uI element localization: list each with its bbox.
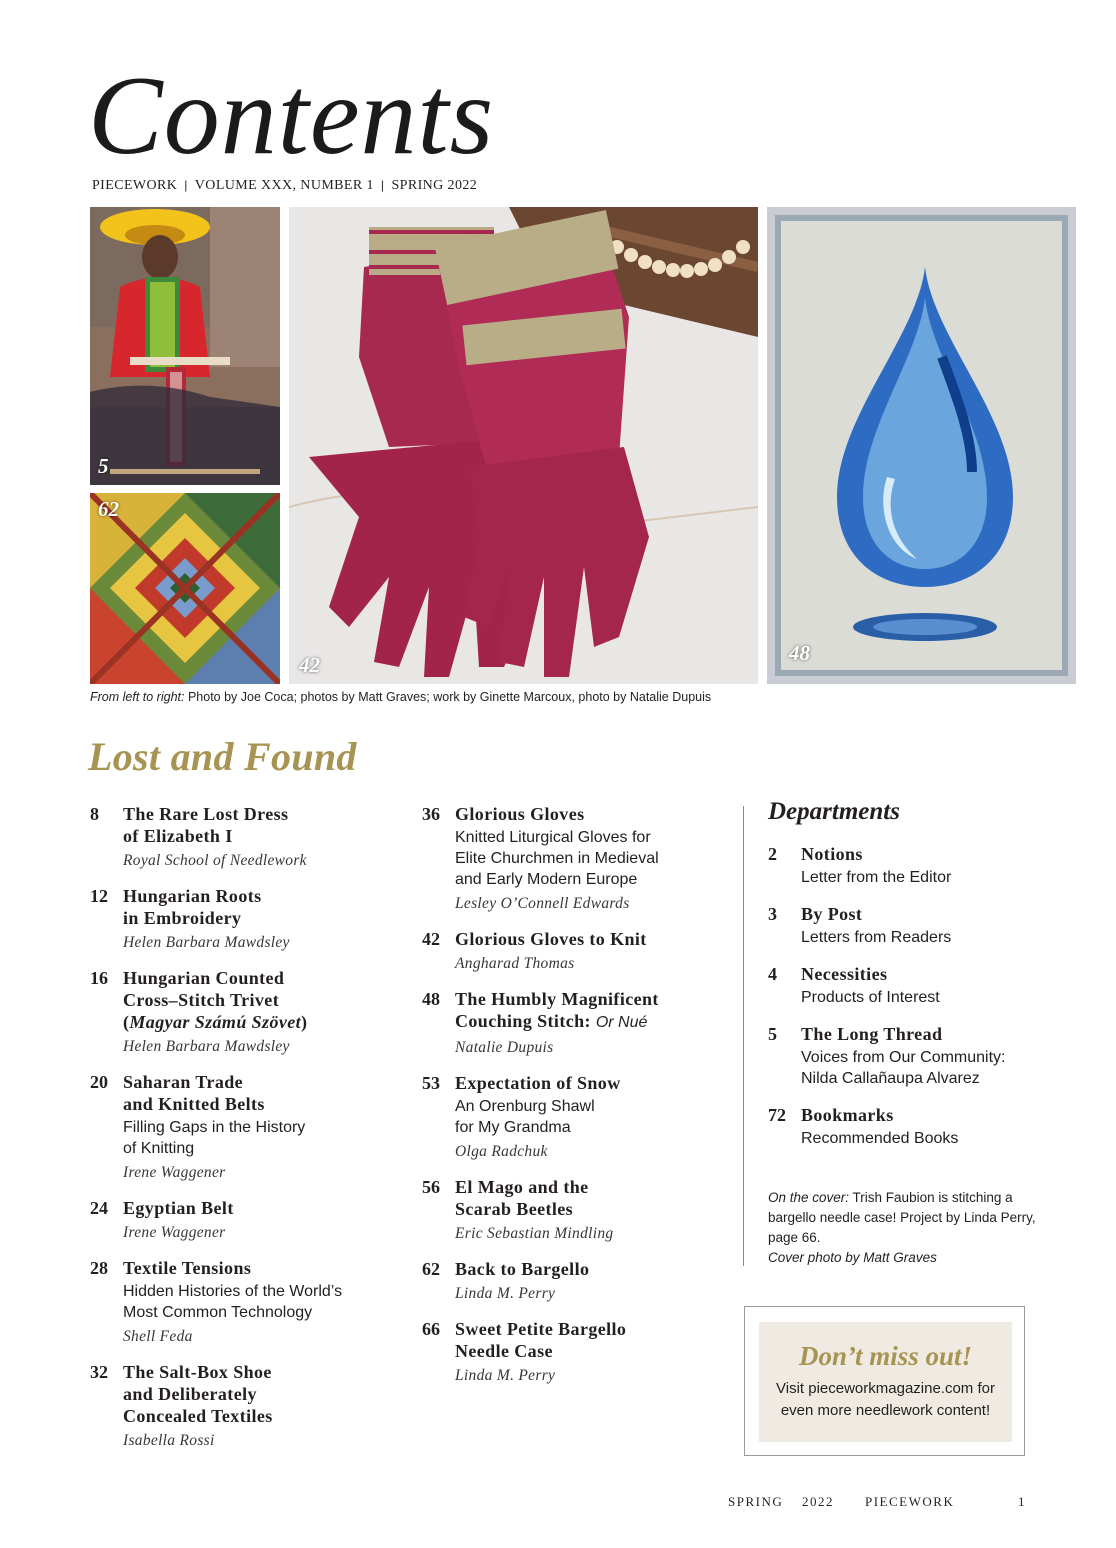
department-entry[interactable] [768, 1104, 1068, 1149]
article-entry[interactable] [422, 803, 732, 914]
promo-text: Visit pieceworkmagazine.com for even more needlework content! [776, 1380, 995, 1419]
article-author: Irene Waggener [123, 1224, 226, 1241]
page-number: 53 [422, 1073, 440, 1093]
department-description: Products of Interest [801, 989, 940, 1006]
article-entry[interactable] [422, 1176, 732, 1244]
page-number: 62 [422, 1259, 440, 1279]
water-drop-image [767, 207, 1076, 684]
department-entry[interactable] [768, 1023, 1068, 1089]
article-author: Linda M. Perry [455, 1285, 556, 1302]
footer-page-number: 1 [1018, 1494, 1026, 1509]
page-number: 28 [90, 1258, 108, 1278]
article-author: Eric Sebastian Mindling [455, 1225, 614, 1242]
article-author: Olga Radchuk [455, 1143, 548, 1160]
article-entry[interactable] [90, 1197, 400, 1243]
article-entry[interactable] [422, 1318, 732, 1386]
photo-water-drop [767, 207, 1076, 684]
article-title: Glorious Gloves to Knit [455, 929, 647, 949]
department-title: By Post [801, 904, 863, 924]
article-author: Irene Waggener [123, 1164, 226, 1181]
department-title: Bookmarks [801, 1105, 894, 1125]
article-entry[interactable] [90, 803, 400, 871]
articles-column-left [90, 803, 400, 1465]
article-description: Hidden Histories of the World’s Most Common Technology [123, 1283, 343, 1321]
page-number: 24 [90, 1198, 108, 1218]
article-author: Angharad Thomas [455, 955, 575, 972]
photo-weaver [90, 207, 280, 485]
article-entry[interactable] [90, 1257, 400, 1347]
article-title: The Rare Lost Dress of Elizabeth I [123, 804, 289, 846]
article-author: Linda M. Perry [455, 1367, 556, 1384]
separator: | [184, 178, 188, 192]
article-title-subtitle: Or Nué [595, 1014, 648, 1031]
photo-credit [90, 690, 711, 704]
cover-note: On the cover: Trish Faubion is stitching a bargello needle case! Project by Linda Perry, page 66. Cover photo by Matt Graves [768, 1190, 1036, 1265]
photo-page-number: 5 [98, 454, 109, 478]
department-title: Necessities [801, 964, 888, 984]
article-description: An Orenburg Shawl for My Grandma [455, 1098, 595, 1136]
page-number: 32 [90, 1362, 108, 1382]
article-entry[interactable] [422, 988, 732, 1058]
section-heading: Lost and Found [88, 734, 357, 779]
departments-heading: Departments [768, 798, 900, 825]
separator: | [380, 178, 385, 192]
page-number: 4 [768, 964, 777, 984]
gloves-image [289, 207, 758, 684]
article-entry[interactable] [422, 1258, 732, 1304]
article-title: Sweet Petite Bargello Needle Case [455, 1319, 627, 1361]
department-entry[interactable] [768, 963, 1068, 1008]
article-entry[interactable] [90, 967, 400, 1057]
page-number: 48 [422, 989, 440, 1009]
page-number: 16 [90, 968, 108, 988]
page-number: 36 [422, 804, 440, 824]
page-number: 72 [768, 1105, 786, 1125]
departments-list [768, 843, 1068, 1164]
article-title: The Humbly Magnificent Couching Stitch: Or Nué [455, 989, 659, 1031]
article-title: Egyptian Belt [123, 1198, 234, 1218]
article-author: Royal School of Needlework [123, 852, 307, 869]
page-number: 2 [768, 844, 777, 864]
articles-column-middle [422, 803, 732, 1400]
article-title: The Salt-Box Shoe and Deliberately Concealed Textiles [123, 1362, 273, 1426]
photo-bargello [90, 493, 280, 684]
article-title: Expectation of Snow [455, 1073, 621, 1093]
magazine-name: PIECEWORK [92, 178, 178, 193]
article-author: Lesley O’Connell Edwards [455, 895, 630, 912]
article-entry[interactable] [90, 1361, 400, 1451]
page-number: 66 [422, 1319, 440, 1339]
article-description: Knitted Liturgical Gloves for Elite Churchmen in Medieval and Early Modern Europe [455, 829, 659, 888]
page-number: 5 [768, 1024, 777, 1044]
page-number: 3 [768, 904, 777, 924]
article-entry[interactable] [422, 1072, 732, 1162]
article-title: Glorious Gloves [455, 804, 585, 824]
volume-number: VOLUME XXX, NUMBER 1 [194, 178, 374, 193]
article-author: Natalie Dupuis [455, 1039, 554, 1056]
credit-text: Photo by Joe Coca; photos by Matt Graves; work by Ginette Marcoux, photo by Natalie Dupuis [184, 690, 712, 704]
article-author: Helen Barbara Mawdsley [123, 1038, 290, 1055]
department-description: Letter from the Editor [801, 869, 952, 886]
article-title-italic: Magyar Számú Szövet [129, 1012, 302, 1032]
issue-date: SPRING 2022 [391, 178, 478, 193]
page-number: 8 [90, 804, 99, 824]
page-number: 12 [90, 886, 108, 906]
article-entry[interactable] [90, 885, 400, 953]
promo-panel [759, 1322, 1012, 1442]
credit-lead: From left to right: [90, 690, 185, 704]
page-title: Contents [88, 54, 495, 178]
photo-page-number: 62 [98, 497, 119, 521]
promo-box[interactable] [744, 1306, 1025, 1456]
cover-photo-credit: Cover photo by Matt Graves [768, 1250, 937, 1265]
article-author: Shell Feda [123, 1328, 193, 1345]
department-title: The Long Thread [801, 1024, 943, 1044]
article-title: Saharan Trade and Knitted Belts [123, 1072, 265, 1114]
department-description: Voices from Our Community: Nilda Callañaupa Alvarez [801, 1049, 1006, 1087]
department-description: Letters from Readers [801, 929, 952, 946]
photo-page-number: 48 [789, 641, 810, 665]
footer-magazine: PIECEWORK [865, 1494, 955, 1509]
article-title: Textile Tensions [123, 1258, 252, 1278]
department-entry[interactable] [768, 843, 1068, 888]
promo-heading: Don’t miss out! [798, 1341, 973, 1371]
article-author: Isabella Rossi [123, 1432, 215, 1449]
article-entry[interactable] [422, 928, 732, 974]
masthead [92, 178, 477, 194]
page-number: 20 [90, 1072, 108, 1092]
article-title: Back to Bargello [455, 1259, 590, 1279]
article-title: El Mago and the Scarab Beetles [455, 1177, 589, 1219]
department-title: Notions [801, 844, 863, 864]
weaver-image [90, 207, 280, 485]
department-description: Recommended Books [801, 1130, 959, 1147]
column-divider [743, 806, 744, 1266]
footer-season: SPRING [728, 1494, 784, 1509]
department-entry[interactable] [768, 903, 1068, 948]
article-description: Filling Gaps in the History of Knitting [123, 1119, 306, 1157]
photo-page-number: 42 [299, 653, 320, 677]
article-title: Hungarian Counted Cross–Stitch Trivet (Magyar Számú Szövet) [123, 968, 308, 1032]
page-number: 42 [422, 929, 440, 949]
article-title: Hungarian Roots in Embroidery [123, 886, 262, 928]
article-entry[interactable] [90, 1071, 400, 1183]
photo-gloves [289, 207, 758, 684]
cover-note-lead: On the cover: [768, 1190, 850, 1205]
page-number: 56 [422, 1177, 440, 1197]
article-author: Helen Barbara Mawdsley [123, 934, 290, 951]
footer-year: 2022 [802, 1494, 834, 1509]
